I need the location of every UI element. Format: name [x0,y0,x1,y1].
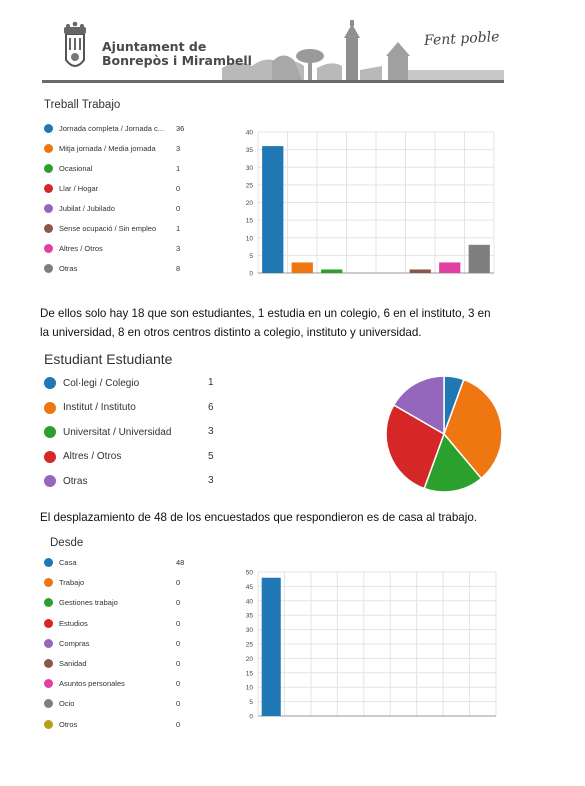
legend-item [44,164,92,173]
legend-treball [44,124,194,284]
bar-0 [262,146,283,273]
paragraph-displacement-line1: El desplazamiento de 48 de los encuestados que respondieron es de casa al trabajo. [40,511,477,524]
legend-label: Gestiones trabajo [59,598,118,608]
bar-1 [292,262,313,273]
header-divider [42,80,504,83]
y-tick-label: 40 [245,598,253,606]
legend-swatch-icon [44,659,53,668]
legend-swatch-icon [44,164,53,173]
legend-label: Altres / Otros [63,451,122,462]
y-tick-label: 30 [245,164,253,172]
legend-swatch-icon [44,204,53,213]
legend-item [44,558,77,567]
legend-item [44,451,121,463]
legend-value: 8 [176,264,181,273]
legend-item [44,377,139,389]
bar-6 [439,262,460,273]
y-tick-label: 5 [249,252,253,260]
y-tick-label: 15 [245,670,253,678]
legend-label: Otras [59,264,78,273]
legend-value: 1 [176,164,181,173]
legend-label: Trabajo [59,578,85,588]
legend-item [44,720,77,729]
legend-item [44,598,118,607]
y-tick-label: 40 [245,129,253,137]
legend-item [44,244,103,253]
legend-swatch-icon [44,578,53,587]
section-title-estudiant: Estudiant Estudiante [44,351,173,367]
legend-swatch-icon [44,144,53,153]
y-tick-label: 25 [245,182,253,190]
coat-of-arms-logo [64,22,86,66]
legend-value: 0 [176,719,181,729]
legend-label: Sense ocupació / Sin empleo [59,224,157,233]
legend-item [44,578,84,587]
bar-chart-desde [236,566,498,721]
y-tick-label: 30 [245,627,253,635]
legend-item [44,264,77,273]
legend-item [44,619,88,628]
legend-swatch-icon [44,720,53,729]
legend-value: 0 [176,204,181,213]
legend-swatch-icon [44,639,53,648]
y-tick-label: 35 [245,612,253,620]
legend-value: 0 [176,679,181,689]
paragraph-students-line1: De ellos solo hay 18 que son estudiantes, 1 estudia en un colegio, 6 en el instituto, 3 en [40,307,491,320]
y-tick-label: 45 [245,583,253,591]
institution-name-line1: Ajuntament de [102,39,207,54]
legend-swatch-icon [44,619,53,628]
legend-value: 0 [176,638,181,648]
y-tick-label: 5 [249,699,253,707]
y-tick-label: 10 [245,684,253,692]
y-tick-label: 20 [245,655,253,663]
legend-item [44,659,87,668]
pie-chart-estudiant [382,372,506,496]
legend-value: 3 [176,144,181,153]
legend-item [44,124,164,133]
legend-label: Otras [63,475,88,487]
legend-item [44,402,136,414]
legend-swatch-icon [44,224,53,233]
paragraph-students-line2: la universidad, 8 en otros centros distinto a colegio, instituto y universidad. [40,326,422,339]
legend-value: 3 [176,244,181,253]
legend-item [44,144,156,153]
legend-label: Llar / Hogar [59,184,99,193]
bar-7 [469,245,490,273]
legend-swatch-icon [44,124,53,133]
legend-swatch-icon [44,244,53,253]
legend-value: 3 [208,475,214,486]
legend-label: Altres / Otros [59,244,103,253]
legend-swatch-icon [44,426,56,438]
section-title-desde: Desde [50,537,84,549]
legend-value: 0 [176,578,181,588]
legend-item [44,204,115,213]
y-tick-label: 15 [245,217,253,225]
legend-value: 1 [176,224,181,233]
legend-label: Ocasional [59,164,93,173]
y-tick-label: 0 [249,270,253,278]
legend-value: 3 [208,426,214,437]
legend-item [44,475,87,487]
legend-value: 0 [176,598,181,608]
paragraph-displacement [40,508,477,527]
legend-label: Mitja jornada / Media jornada [59,144,156,153]
legend-item [44,224,156,233]
institution-name-line2: Bonrepòs i Mirambell [102,53,252,68]
legend-label: Jornada completa / Jornada c... [59,124,165,133]
bar-2 [321,269,342,273]
legend-label: Compras [59,638,90,648]
legend-swatch-icon [44,558,53,567]
legend-estudiant [44,377,224,497]
y-tick-label: 20 [245,200,253,207]
legend-item [44,639,89,648]
bar-0 [262,578,281,716]
legend-label: Universitat / Universidad [63,426,172,438]
legend-value: 0 [176,659,181,668]
skyline-silhouette [222,20,504,80]
legend-swatch-icon [44,402,56,414]
legend-swatch-icon [44,377,56,389]
legend-value: 1 [208,377,214,388]
y-tick-label: 0 [249,713,253,721]
legend-label: Jubilat / Jubilado [59,204,115,213]
legend-swatch-icon [44,264,53,273]
legend-value: 0 [176,184,181,193]
legend-swatch-icon [44,699,53,708]
y-tick-label: 25 [245,641,253,649]
legend-swatch-icon [44,184,53,193]
bar-chart-treball [236,126,496,278]
institution-name [102,40,252,68]
legend-swatch-icon [44,475,56,487]
motto-text: Fent poble [423,29,500,49]
legend-value: 5 [208,450,214,462]
legend-label: Casa [59,558,77,567]
legend-desde [44,558,194,738]
legend-label: Institut / Instituto [63,402,136,413]
y-tick-label: 10 [245,235,253,243]
legend-item [44,699,74,708]
legend-value: 48 [176,558,185,567]
legend-item [44,679,125,688]
legend-item [44,426,171,438]
legend-label: Col·legi / Colegio [63,377,140,389]
legend-value: 36 [176,124,185,133]
page-header [42,20,504,84]
bar-5 [410,269,431,273]
legend-label: Estudios [59,618,88,628]
legend-value: 6 [208,401,214,413]
legend-label: Sanidad [59,659,87,668]
section-title-treball: Treball Trabajo [44,99,121,111]
legend-label: Otros [59,719,78,729]
legend-label: Ocio [59,699,75,709]
legend-value: 0 [176,699,181,709]
legend-item [44,184,98,193]
y-tick-label: 50 [245,569,253,577]
legend-value: 0 [176,618,181,628]
legend-label: Asuntos personales [59,679,125,689]
legend-swatch-icon [44,598,53,607]
legend-swatch-icon [44,679,53,688]
paragraph-students [40,304,491,342]
legend-swatch-icon [44,451,56,463]
y-tick-label: 35 [245,147,253,155]
